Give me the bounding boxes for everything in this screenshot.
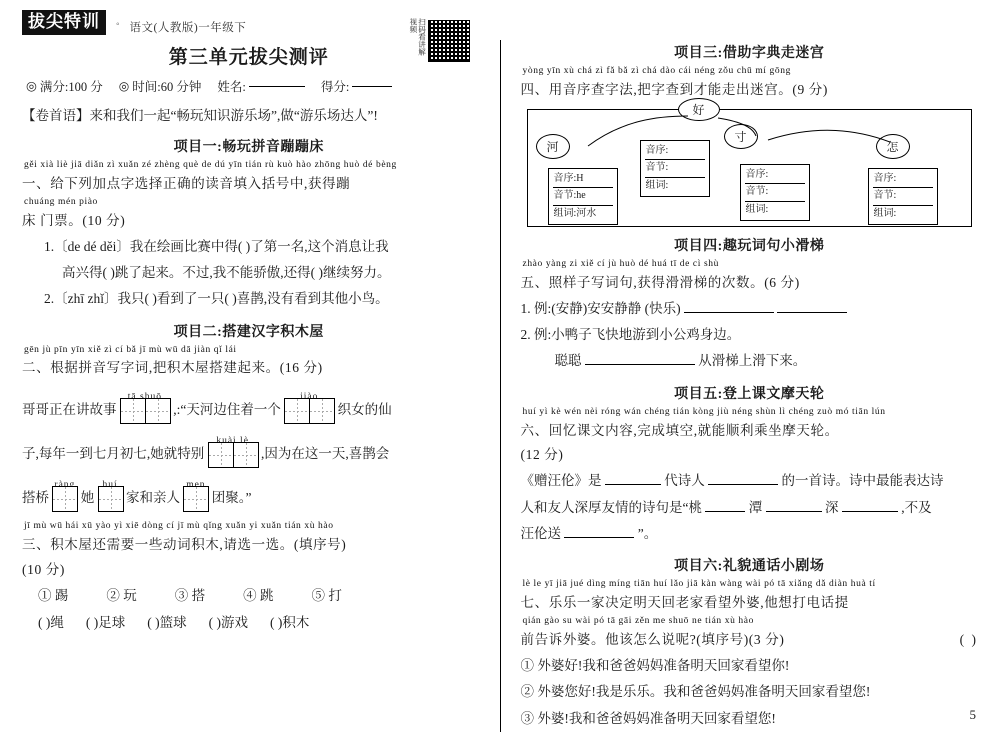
q7-answer-paren[interactable]: ( ) — [959, 632, 978, 648]
q6-l1c: 的一首诗。诗中最能表达诗 — [781, 473, 944, 489]
q3-option-2[interactable]: ② 玩 — [106, 588, 137, 604]
tianzi-cell[interactable] — [120, 398, 146, 424]
q3-answer-1[interactable]: ( )绳 — [38, 614, 64, 630]
score-header — [22, 77, 476, 95]
q6-l2c: 深 — [825, 499, 839, 515]
q1-text-line-2: 床 门票。(10 分) — [22, 212, 126, 228]
clock-icon: ◎ — [118, 78, 130, 93]
qr-caption: 扫码看讲解视频 — [408, 18, 427, 56]
q2-row1-text-c: 织女的仙 — [337, 402, 392, 418]
name-input[interactable] — [249, 86, 305, 87]
q2-grid-3[interactable] — [208, 439, 258, 469]
q5-item-1-blank-a[interactable] — [684, 312, 774, 313]
tianzi-cell[interactable] — [233, 442, 259, 468]
full-score-icon: ◎ — [26, 79, 37, 93]
maze-start-node[interactable]: 好 — [678, 98, 720, 121]
section-3-title: 项目三:借助字典走迷宫 — [674, 46, 825, 61]
tianzi-cell[interactable] — [145, 398, 171, 424]
maze-box2-yinjie[interactable]: 音节: — [645, 160, 705, 178]
q6-l2b: 潭 — [748, 499, 763, 515]
q2-row3-text-b: 她 — [80, 490, 95, 506]
q7-option-2[interactable]: ② 外婆您好!我是乐乐。我和爸爸妈妈准备明天回家看望您! — [520, 684, 871, 700]
tianzi-cell[interactable] — [309, 398, 335, 424]
q3-text-2: (10 分) — [22, 562, 65, 578]
section-5-title: 项目五:登上课文摩天轮 — [674, 386, 825, 402]
q2-row1-text-b: ,:“天河边住着一个 — [173, 402, 281, 418]
q3-answer-3[interactable]: ( )篮球 — [147, 614, 187, 630]
right-column — [511, 40, 978, 732]
q7-text: 七、乐乐一家决定明天回老家看望外婆,他想打电话提 — [520, 595, 849, 611]
q6-text: 六、回忆课文内容,完成填空,就能顺利乘坐摩天轮。 — [520, 422, 839, 438]
q1-item-2: 2.〔zhī zhǐ〕我只( )看到了一只( )喜鹊,没有看到其他小鸟。 — [44, 291, 389, 307]
maze-connector-lines — [528, 110, 978, 226]
q1-text-line-1: 一、给下列加点字选择正确的读音填入括号中,获得蹦 — [22, 175, 351, 191]
maze-box4-yinjie[interactable]: 音节: — [873, 188, 933, 206]
q3-option-4[interactable]: ④ 跳 — [243, 588, 274, 604]
q2-row3-text-d: 团聚。” — [211, 490, 252, 506]
page-number: 5 — [969, 707, 976, 722]
q3-text: 三、积木屋还需要一些动词积木,请选一选。(填序号) — [22, 537, 347, 553]
q1-item-1-cont: 高兴得( )跳了起来。不过,我不能骄傲,还得( )继续努力。 — [62, 264, 391, 280]
name-field — [217, 77, 304, 95]
brand-logo: 拔尖特训 — [22, 10, 106, 35]
maze-box3-yinxu[interactable]: 音序: — [745, 167, 805, 185]
lead-paragraph: 【卷首语】来和我们一起“畅玩知识游乐场”,做“游乐场达人”! — [22, 108, 378, 123]
q1-pinyin-line-1: gěi xià liè jiā diǎn zì xuǎn zé zhèng què de dú yīn tián rù kuò hào zhōng huò dé bèng — [24, 159, 397, 170]
tianzi-cell[interactable] — [208, 442, 234, 468]
tianzi-cell[interactable] — [98, 486, 124, 512]
q2-grid-1[interactable] — [120, 395, 170, 425]
maze-box4-yinxu[interactable]: 音序: — [873, 171, 933, 189]
maze-node-cun[interactable]: 寸 — [724, 124, 758, 149]
q3-answer-blanks — [38, 610, 476, 636]
q6-blank-1[interactable] — [605, 484, 661, 485]
q6-l2d: ,不及 — [901, 499, 932, 515]
full-score — [26, 77, 103, 95]
maze-box1-yinjie[interactable]: 音节:he — [553, 188, 613, 206]
q6-blank-6[interactable] — [564, 537, 634, 538]
time-limit — [119, 77, 202, 95]
q5-item-2: 2. 例:小鸭子飞快地游到小公鸡身边。 — [520, 327, 741, 342]
q5-item-1-text: 1. 例:(安静)安安静静 (快乐) — [520, 300, 681, 316]
q3-option-5[interactable]: ⑤ 打 — [311, 588, 342, 604]
tianzi-cell[interactable] — [284, 398, 310, 424]
q6-pinyin: huí yì kè wén nèi róng wán chéng tián kòng jiù néng shùn lì chéng zuò mó tiān lún — [522, 406, 886, 417]
q6-blank-3[interactable] — [705, 511, 745, 512]
q2-row1-text-a: 哥哥正在讲故事 — [22, 402, 117, 418]
q6-blank-4[interactable] — [766, 511, 822, 512]
maze-box1-yinxu[interactable]: 音序:H — [553, 171, 613, 189]
q2-answer-row-1 — [22, 395, 476, 425]
q6-text-2: (12 分) — [520, 447, 564, 463]
full-score-label: 满分:100 分 — [39, 80, 103, 94]
q2-row3-text-c: 家和亲人 — [126, 490, 180, 506]
q3-pinyin: jī mù wū hái xū yào yì xiē dòng cí jī mù qǐng xuǎn yi xuǎn tián xù hào — [24, 521, 334, 532]
maze-box1-zuci[interactable]: 组词:河水 — [553, 207, 597, 219]
q5-item-1 — [521, 296, 978, 322]
q6-l1a: 《赠汪伦》是 — [520, 473, 602, 489]
q3-option-3[interactable]: ③ 搭 — [174, 588, 206, 604]
q6-blank-5[interactable] — [842, 511, 898, 512]
q2-grid-6[interactable] — [183, 483, 208, 513]
q5-item-2-tail: 从滑梯上滑下来。 — [698, 353, 807, 369]
q6-blank-2[interactable] — [708, 484, 778, 485]
q3-answer-4[interactable]: ( )游戏 — [208, 614, 248, 630]
q6-l3a: 汪伦送 — [520, 526, 562, 542]
q1-item-1: 1.〔de dé děi〕我在绘画比赛中得( )了第一名,这个消息让我 — [44, 238, 389, 254]
maze-node-he[interactable]: 河 — [536, 134, 570, 159]
q5-item-2-blank[interactable] — [585, 364, 695, 365]
q2-grid-5[interactable] — [98, 483, 123, 513]
tianzi-cell[interactable] — [183, 486, 209, 512]
header-dot: ◦ — [116, 19, 120, 30]
q4-pinyin: yòng yīn xù chá zì fǎ bǎ zì chá dào cái néng zǒu chū mí gōng — [522, 66, 791, 76]
maze-box4-zuci[interactable]: 组词: — [873, 207, 897, 219]
q7-option-3[interactable]: ③ 外婆!我和爸爸妈妈准备明天回家看望您! — [520, 710, 776, 726]
score-input[interactable] — [352, 86, 392, 87]
q7-option-1[interactable]: ① 外婆好!我和爸爸妈妈准备明天回家看望你! — [520, 658, 790, 674]
section-2-title: 项目二:搭建汉字积木屋 — [173, 324, 324, 340]
q2-answer-row-3 — [22, 483, 476, 513]
name-label: 姓名: — [217, 80, 246, 94]
q6-answer-line-3 — [521, 521, 978, 547]
q3-answer-2[interactable]: ( )足球 — [85, 614, 126, 630]
q7-pinyin-1: lè le yī jiā jué dìng míng tiān huí lǎo jiā kàn wàng wài pó tā xiǎng dǎ diàn huà tí — [522, 579, 876, 590]
q2-row2-text-b: ,因为在这一天,喜鹊会 — [261, 446, 390, 462]
maze-node-zen[interactable]: 怎 — [876, 134, 910, 159]
q6-l2a: 人和友人深厚友情的诗句是“桃 — [520, 499, 703, 515]
q2-grid-2[interactable] — [284, 395, 334, 425]
q4-text: 四、用音序查字法,把字查到才能走出迷宫。(9 分) — [520, 81, 829, 97]
q2-answer-row-2 — [22, 439, 476, 469]
q6-l3b: ”。 — [637, 526, 658, 542]
column-divider — [500, 40, 501, 732]
section-6-title: 项目六:礼貌通话小剧场 — [674, 559, 825, 575]
q7-text-2: 前告诉外婆。他该怎么说呢?(填序号)(3 分) — [520, 632, 785, 648]
q2-pinyin: gēn jù pīn yīn xiě zì cí bǎ jī mù wū dā jiàn qǐ lái — [24, 344, 237, 355]
time-limit-label: 时间:60 分钟 — [132, 80, 202, 94]
q7-text-2-row — [521, 628, 978, 653]
score-label: 得分: — [320, 80, 350, 94]
q3-option-1[interactable]: ① 踢 — [38, 588, 69, 604]
q3-options — [38, 583, 476, 609]
page-header — [22, 10, 978, 40]
q6-l1b: 代诗人 — [664, 473, 705, 489]
maze-box3-zuci[interactable]: 组词: — [745, 203, 769, 215]
q5-item-1-blank-b[interactable] — [777, 312, 847, 313]
q5-item-2-subject: 聪聪 — [554, 353, 582, 369]
page-title: 第三单元拔尖测评 — [168, 47, 329, 68]
q5-item-2-answer — [555, 348, 978, 374]
q2-text: 二、根据拼音写字词,把积木屋搭建起来。(16 分) — [22, 360, 323, 376]
dictionary-maze — [527, 102, 972, 227]
q1-pinyin-line-2: chuáng mén piào — [24, 196, 98, 207]
q2-row2-text-a: 子,每年一到七月初七,她就特别 — [22, 446, 205, 462]
q3-answer-5[interactable]: ( )积木 — [270, 614, 310, 630]
q5-text: 五、照样子写词句,获得滑滑梯的次数。(6 分) — [520, 274, 800, 290]
section-1-title: 项目一:畅玩拼音蹦蹦床 — [173, 139, 324, 155]
q2-grid-4[interactable] — [52, 483, 77, 513]
score-field — [321, 77, 392, 95]
q2-row3-text-a: 搭桥 — [22, 490, 49, 506]
q5-pinyin: zhào yàng zi xiě cí jù huò dé huá tī de cì shù — [522, 258, 719, 269]
maze-box3-yinjie[interactable]: 音节: — [745, 184, 805, 202]
q6-answer-line-1 — [521, 468, 978, 494]
subject-label: 语文(人教版)一年级下 — [129, 22, 247, 34]
tianzi-cell[interactable] — [52, 486, 78, 512]
section-4-title: 项目四:趣玩词句小滑梯 — [674, 238, 825, 254]
maze-box2-zuci[interactable]: 组词: — [645, 179, 669, 191]
q7-pinyin-2: qián gào su wài pó tā gāi zěn me shuō ne tián xù hào — [522, 616, 754, 627]
qr-code[interactable] — [428, 20, 470, 62]
maze-box2-yinxu[interactable]: 音序: — [645, 143, 705, 161]
q6-answer-line-2 — [521, 495, 978, 521]
